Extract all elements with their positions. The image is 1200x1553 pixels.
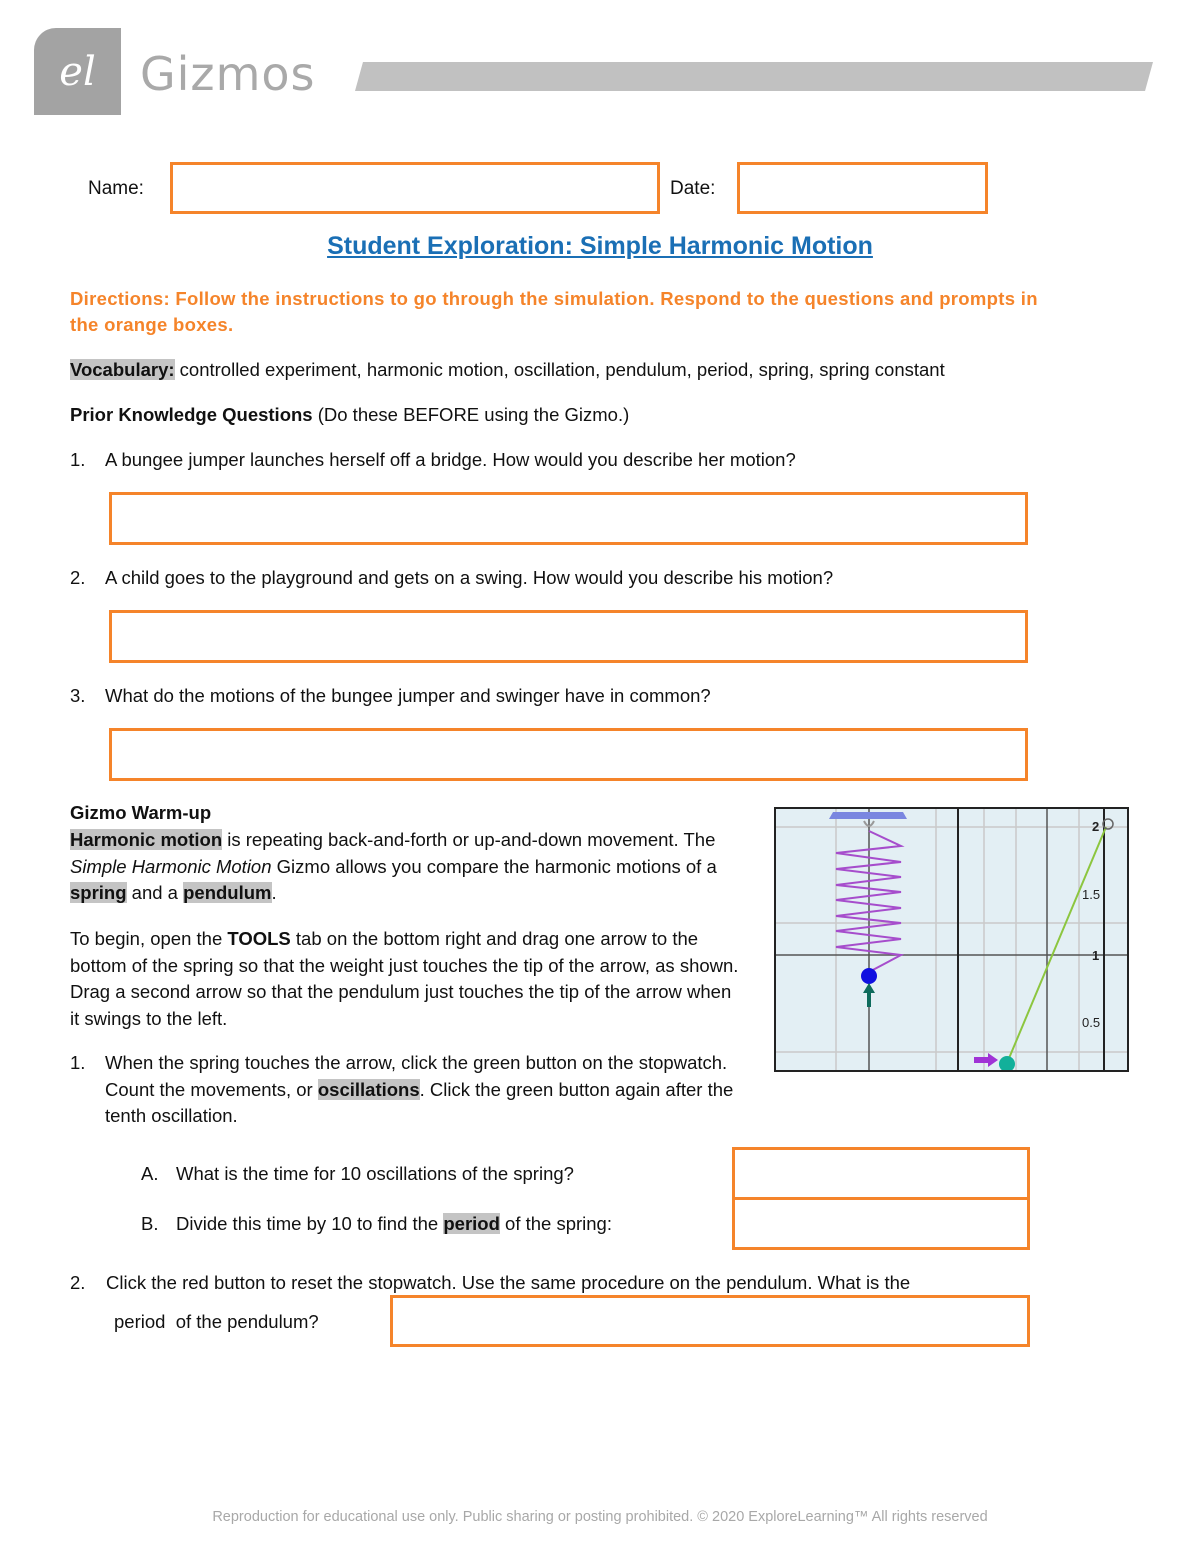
answer-box-1[interactable] [109, 492, 1028, 545]
name-label: Name: [88, 178, 144, 199]
spring-mount [829, 812, 907, 819]
warmup-question-2 [70, 1270, 911, 1297]
date-label: Date: [670, 178, 716, 199]
page-title: Student Exploration: Simple Harmonic Motion [327, 232, 873, 260]
explorelearning-logo [34, 28, 121, 115]
question-text: A bungee jumper launches herself off a bridge. How would you describe her motion? [105, 449, 796, 470]
svg-text:2: 2 [1092, 819, 1100, 834]
question-text: A child goes to the playground and gets on a swing. How would you describe his motion? [105, 567, 834, 588]
text: is repeating back-and-forth or up-and-down movement. The [222, 829, 716, 850]
warmup-paragraph-1 [70, 827, 750, 907]
term-oscillations: oscillations [317, 1078, 420, 1100]
text: When the spring touches the arrow, click the green button on the stopwatch. Count the movements, or [105, 1052, 728, 1100]
spring-arrow-icon [863, 983, 875, 1007]
svg-text:1.5: 1.5 [1082, 887, 1101, 902]
svg-text:1: 1 [1092, 948, 1100, 963]
question-1 [70, 447, 796, 474]
text: Gizmo allows you compare the harmonic motions of a [271, 855, 717, 877]
spring-pendulum-diagram [776, 809, 1127, 1070]
simulation-screenshot [774, 807, 1129, 1072]
term-harmonic-motion: Harmonic motion [70, 829, 223, 850]
question-number: 2. [70, 1272, 86, 1293]
vocabulary-label: Vocabulary: [70, 359, 175, 380]
header-bar [355, 62, 1153, 91]
vocabulary-terms: controlled experiment, harmonic motion, oscillation, pendulum, period, spring, spring constant [174, 359, 945, 380]
answer-box-1b[interactable] [732, 1197, 1030, 1250]
question-1b [141, 1211, 612, 1238]
text: Divide this time by 10 to find the [176, 1213, 444, 1234]
footer-copyright: Reproduction for educational use only. Public sharing or posting prohibited. © 2020 ExploreLearning™ All rights reserved [212, 1509, 988, 1525]
text: of the spring: [499, 1213, 612, 1234]
directions: Directions: Follow the instructions to go through the simulation. Respond to the questions and prompts in the orange boxes. [70, 288, 1038, 335]
answer-box-1a[interactable] [732, 1147, 1030, 1200]
prior-knowledge-note: (Do these BEFORE using the Gizmo.) [312, 404, 630, 425]
text: . [271, 882, 277, 903]
text: tab on the bottom right and drag one arrow to the bottom of the spring so that the weight just touches the tip of the arrow, as shown. Drag a second arrow so that the pendulum just touches the tip of the arrow when it swings to the left. [70, 928, 739, 1029]
svg-text:0.5: 0.5 [1082, 1015, 1101, 1030]
prior-knowledge-title: Prior Knowledge Questions [70, 404, 313, 425]
text: To begin, open the [70, 928, 228, 949]
question-number: 3. [70, 685, 86, 706]
question-text [176, 1211, 612, 1238]
term-spring: spring [70, 882, 127, 903]
question-number: 2. [70, 567, 86, 588]
question-text: Click the red button to reset the stopwatch. Use the same procedure on the pendulum. What is the [106, 1272, 911, 1293]
spring-weight [861, 968, 877, 984]
term-period: period [443, 1213, 500, 1234]
question-text [105, 1050, 745, 1130]
text: . Click the green button again after the tenth oscillation. [105, 1078, 734, 1126]
tools-tab-ref: TOOLS [227, 928, 291, 949]
prior-knowledge-heading [70, 402, 1130, 429]
question-number: 1. [70, 1052, 86, 1073]
sub-letter: A. [141, 1163, 159, 1184]
text: and a [126, 882, 184, 903]
question-text: What do the motions of the bungee jumper and swinger have in common? [105, 685, 711, 706]
term-pendulum: pendulum [183, 882, 272, 903]
brand-name: Gizmos [140, 47, 316, 101]
logo-mark-icon: el [59, 48, 96, 95]
warmup-heading: Gizmo Warm-up [70, 802, 212, 823]
name-field[interactable] [170, 162, 660, 214]
pendulum-bob [999, 1056, 1015, 1070]
question-1a [141, 1161, 574, 1188]
answer-box-3[interactable] [109, 728, 1028, 781]
gizmo-name: Simple Harmonic Motion [70, 855, 272, 877]
question-3 [70, 683, 711, 710]
question-number: 1. [70, 449, 86, 470]
pendulum-arrow-icon [974, 1053, 998, 1067]
question-text-line2: period of the pendulum? [114, 1311, 319, 1332]
date-field[interactable] [737, 162, 988, 214]
answer-box-2[interactable] [109, 610, 1028, 663]
sub-letter: B. [141, 1213, 159, 1234]
warmup-question-1 [70, 1050, 750, 1126]
warmup-paragraph-2 [70, 926, 742, 1032]
answer-box-2-warmup[interactable] [390, 1295, 1030, 1347]
vocabulary [70, 357, 1130, 384]
question-2 [70, 565, 834, 592]
question-text: What is the time for 10 oscillations of the spring? [176, 1163, 574, 1184]
